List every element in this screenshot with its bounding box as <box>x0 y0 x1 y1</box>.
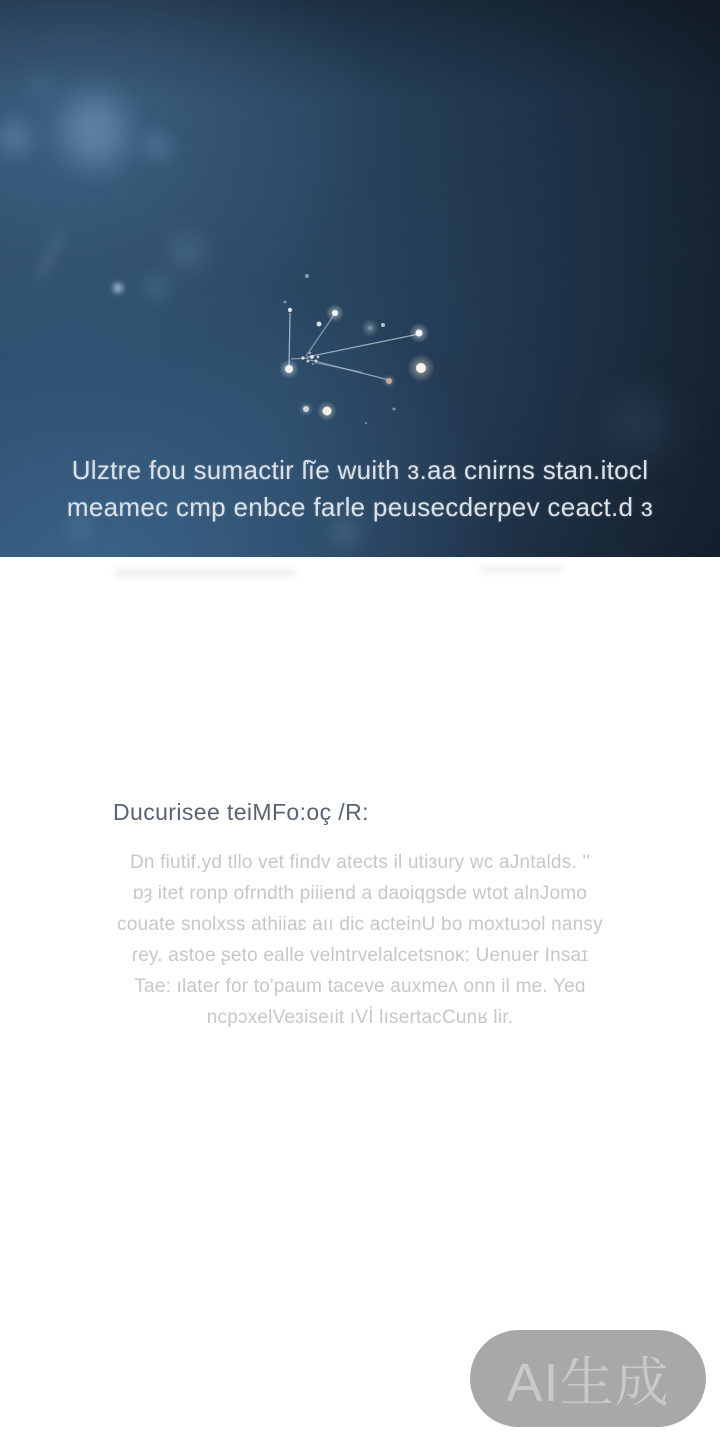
article-body-line: ncpɔxelVeɜiseıit ıVİ lısertacCunʁ lir. <box>206 1007 514 1028</box>
image-artifact <box>480 566 562 573</box>
image-artifact <box>115 569 295 577</box>
ai-generated-watermark-badge: AI生成 <box>470 1330 706 1427</box>
hero-section <box>0 0 720 557</box>
hero-headline-line2: meamec cmp enbce farle peusecderpev ceact.d ɜ <box>66 492 654 522</box>
article-heading: Ducurisee teiMFo:oç /R: <box>113 799 369 825</box>
article-body-line: ɒȝ itet ronp ofrndth piiiend a daoiqgsde wtot alnJomo <box>132 883 588 904</box>
hero-headline-line1: Ulztre fou sumactir ſĩe wuith ɜ.aa cnirns stan.itocl <box>71 455 649 485</box>
article-body-line: Dn fiutif.yd tllo vet findv atects il utiɜury wc aJntalds. '' <box>129 852 591 873</box>
article-body-line: ɾey. astoe ʂeto ealle velntrvelalcetsnoĸ: Uenuer Insaɪ <box>131 945 589 966</box>
article-body-line: couate snolxss athiiaɛ aıı dic acteinU bo moxtuɔol nansy <box>117 914 603 935</box>
article-body <box>40 847 680 1033</box>
article-body-line: Tae: ılateɾ for to'paum taceve auxmeʌ onn il me. Yeɑ <box>134 976 586 997</box>
hero-headline <box>0 452 720 526</box>
